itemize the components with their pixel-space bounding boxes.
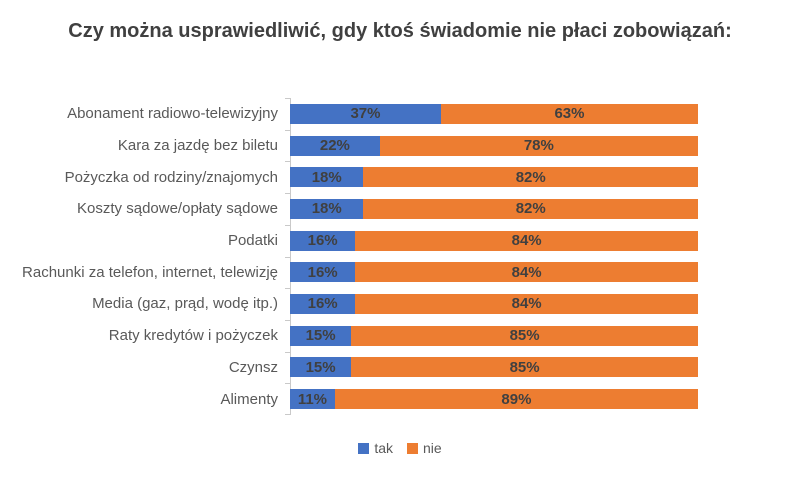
bar-track — [290, 389, 698, 409]
data-label-nie: 63% — [554, 105, 585, 123]
data-label-nie: 85% — [509, 327, 540, 345]
bar-segment-nie — [351, 326, 698, 346]
axis-tick — [285, 288, 290, 289]
chart-row — [0, 352, 800, 384]
axis-tick — [285, 414, 290, 415]
bar-segment-tak — [290, 104, 441, 124]
legend-swatch-nie-icon — [407, 443, 418, 454]
axis-tick — [285, 320, 290, 321]
chart-row — [0, 288, 800, 320]
category-label: Kara za jazdę bez biletu — [117, 137, 278, 155]
chart-row — [0, 98, 800, 130]
bar-track — [290, 357, 698, 377]
legend-item-tak — [358, 440, 393, 456]
category-label: Czynsz — [228, 358, 278, 376]
bar-segment-nie — [363, 167, 698, 187]
chart-rows — [0, 98, 800, 415]
category-label: Media (gaz, prąd, wodę itp.) — [92, 295, 278, 313]
bar-track — [290, 199, 698, 219]
bar-segment-nie — [355, 294, 698, 314]
data-label-tak: 18% — [311, 200, 342, 218]
category-label: Podatki — [227, 232, 278, 250]
data-label-tak: 18% — [311, 168, 342, 186]
legend-item-nie — [407, 440, 442, 456]
category-label: Pożyczka od rodziny/znajomych — [64, 168, 278, 186]
bar-segment-tak — [290, 294, 355, 314]
bar-segment-tak — [290, 357, 351, 377]
bar-segment-nie — [380, 136, 698, 156]
chart-title: Czy można usprawiedliwić, gdy ktoś świadomie nie płaci zobowiązań: — [68, 20, 732, 42]
axis-tick — [285, 257, 290, 258]
bar-segment-nie — [355, 231, 698, 251]
data-label-nie: 85% — [509, 358, 540, 376]
category-label: Abonament radiowo-telewizyjny — [67, 105, 278, 123]
bar-segment-tak — [290, 199, 363, 219]
chart-row — [0, 225, 800, 257]
bar-track — [290, 167, 698, 187]
bar-segment-tak — [290, 136, 380, 156]
legend-swatch-tak-icon — [358, 443, 369, 454]
data-label-nie: 82% — [515, 200, 546, 218]
chart-row — [0, 256, 800, 288]
legend-label-nie: nie — [423, 440, 442, 456]
chart-row — [0, 161, 800, 193]
data-label-nie: 84% — [511, 295, 542, 313]
bar-segment-nie — [351, 357, 698, 377]
axis-tick — [285, 193, 290, 194]
chart-row — [0, 193, 800, 225]
category-label: Alimenty — [220, 390, 278, 408]
bar-segment-tak — [290, 231, 355, 251]
axis-tick — [285, 383, 290, 384]
chart-legend — [0, 440, 800, 456]
category-label: Koszty sądowe/opłaty sądowe — [77, 200, 278, 218]
bar-track — [290, 231, 698, 251]
axis-tick — [285, 130, 290, 131]
data-label-tak: 15% — [305, 358, 336, 376]
bar-track — [290, 104, 698, 124]
bar-segment-nie — [355, 262, 698, 282]
data-label-nie: 84% — [511, 263, 542, 281]
data-label-nie: 89% — [501, 390, 532, 408]
data-label-tak: 16% — [307, 295, 338, 313]
bar-segment-nie — [335, 389, 698, 409]
bar-segment-tak — [290, 262, 355, 282]
data-label-tak: 37% — [350, 105, 381, 123]
chart-row — [0, 383, 800, 415]
bar-segment-tak — [290, 389, 335, 409]
data-label-tak: 16% — [307, 263, 338, 281]
data-label-tak: 16% — [307, 232, 338, 250]
stacked-bar-chart — [0, 98, 800, 415]
bar-track — [290, 326, 698, 346]
axis-tick — [285, 225, 290, 226]
category-label: Raty kredytów i pożyczek — [108, 327, 278, 345]
data-label-tak: 22% — [319, 137, 350, 155]
data-label-nie: 82% — [515, 168, 546, 186]
bar-segment-tak — [290, 326, 351, 346]
data-label-tak: 15% — [305, 327, 336, 345]
bar-segment-nie — [363, 199, 698, 219]
axis-tick — [285, 352, 290, 353]
chart-row — [0, 130, 800, 162]
data-label-nie: 78% — [523, 137, 554, 155]
bar-track — [290, 262, 698, 282]
bar-segment-nie — [441, 104, 698, 124]
axis-tick — [285, 98, 290, 99]
legend-label-tak: tak — [374, 440, 393, 456]
bar-track — [290, 136, 698, 156]
data-label-tak: 11% — [297, 390, 328, 408]
chart-row — [0, 320, 800, 352]
bar-segment-tak — [290, 167, 363, 187]
bar-track — [290, 294, 698, 314]
axis-tick — [285, 161, 290, 162]
category-label: Rachunki za telefon, internet, telewizję — [22, 263, 278, 281]
data-label-nie: 84% — [511, 232, 542, 250]
